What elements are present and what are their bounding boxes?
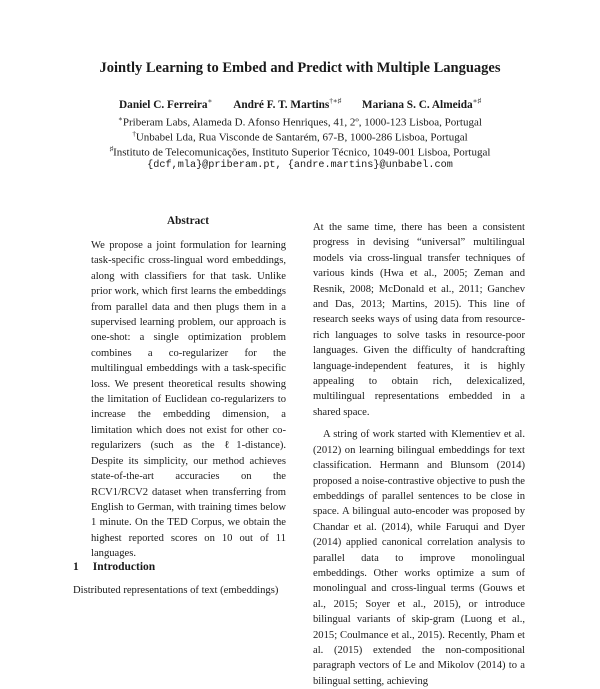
paper-title: Jointly Learning to Embed and Predict with Multiple Languages: [99, 60, 501, 76]
section-title: Introduction: [92, 561, 156, 573]
abstract-column: [91, 238, 286, 562]
author: André F. T. Martins†∗♯: [233, 97, 342, 111]
abstract-heading: Abstract: [166, 215, 210, 227]
affiliation: ♯Instituto de Telecomunicações, Instituto Superior Técnico, 1049-001 Lisboa, Portugal: [109, 145, 491, 159]
section-heading: [73, 561, 155, 573]
author-list: [0, 97, 600, 111]
paragraph: A string of work started with Klementiev et al. (2012) on learning bilingual embeddings for text classification. Hermann and Blunsom (2014) proposed a noise-contrastive objective to push the embeddings of parallel sentences to be close in space. A bilingual auto-encoder was proposed by Chandar et al. (2014), while Faruqui and Dyer (2014) applied canonical correlation analysis to parallel data to improve monolingual embeddings. Other works optimize a sum of monolingual and cross-lingual terms (Gouws et al., 2015; Soyer et al., 2015), or introduce bilingual variants of skip-gram (Luong et al., 2015; Coulmance et al., 2015). Recently, Pham et al. (2015) extended the non-compositional paragraph vectors of Le and Mikolov (2014) to a bilingual setting, achieving: [313, 429, 525, 687]
right-column: [313, 220, 525, 689]
author-emails: {dcf,mla}@priberam.pt, {andre.martins}@unbabel.com: [147, 160, 453, 171]
paragraph: At the same time, there has been a consistent progress in devising “universal” multilingual models via cross-lingual transfer techniques of various kinds (Hwa et al., 2005; Zeman and Resnik, 2008; McDonald et al., 2011; Ganchev and Das, 2013; Martins, 2015). This line of research seeks ways of using data from resource-rich languages to solve tasks in resource-poor languages. Given the difficulty of handcrafting language-independent features, it is highly appealing to obtain rich, delexicalized, multilingual representations embedded in a shared space.: [313, 222, 525, 418]
author: Daniel C. Ferreira∗: [119, 97, 213, 111]
intro-text: Distributed representations of text (embeddings): [73, 585, 279, 596]
author: Mariana S. C. Almeida∗♯: [361, 97, 481, 111]
affiliation: †Unbabel Lda, Rua Visconde de Santarém, 67-B, 1000-286 Lisboa, Portugal: [132, 130, 468, 144]
section-number: 1: [73, 561, 79, 573]
affiliation: ∗Priberam Labs, Alameda D. Afonso Henriques, 41, 2º, 1000-123 Lisboa, Portugal: [118, 115, 482, 129]
abstract-body: We propose a joint formulation for learning task-specific cross-lingual word embeddings, along with classifiers for that task. Unlike prior work, which first learns the embeddings from parallel data and then plugs them in a supervised learning problem, our approach is one-shot: a single optimization problem combines a co-regularizer for the multilingual embeddings with a task-specific loss. We present theoretical results showing the limitation of Euclidean co-regularizers to increase the embedding dimension, a limitation which does not exist for other co-regularizers (such as the ℓ1-distance). Despite its simplicity, our method achieves state-of-the-art accuracies on the RCV1/RCV2 dataset when transferring from English to German, with training times below 1 minute. On the TED Corpus, we obtain the highest reported scores on 10 out of 11 languages.: [91, 240, 286, 560]
